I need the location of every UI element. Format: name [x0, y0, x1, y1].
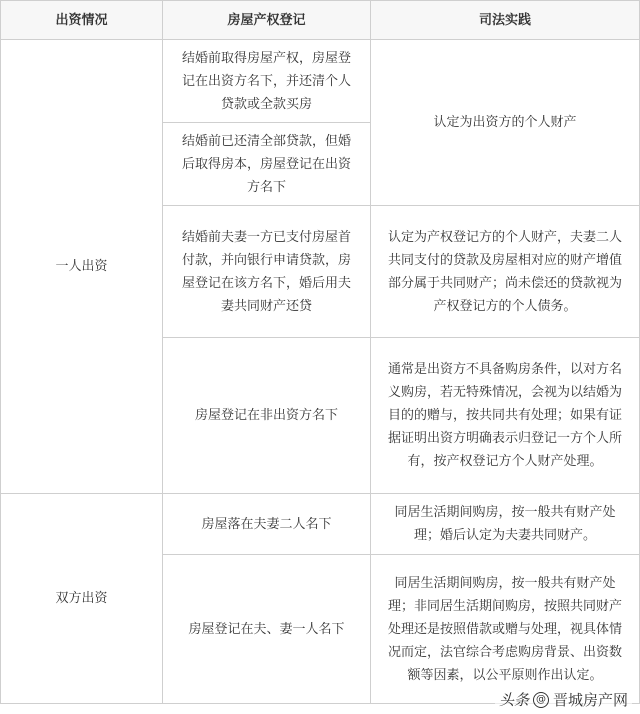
registration-cell: 房屋登记在夫、妻一人名下 — [163, 555, 371, 704]
practice-cell: 同居生活期间购房，按一般共有财产处理；婚后认定为夫妻共同财产。 — [371, 494, 640, 555]
funding-cell-both: 双方出资 — [1, 494, 163, 704]
watermark-account: 晋城房产网 — [552, 691, 628, 709]
watermark — [495, 687, 632, 712]
at-icon: @ — [533, 692, 549, 708]
table-header-row — [1, 1, 640, 40]
practice-cell: 认定为出资方的个人财产 — [371, 40, 640, 206]
header-practice: 司法实践 — [371, 1, 640, 40]
registration-cell: 结婚前取得房屋产权，房屋登记在出资方名下，并还清个人贷款或全款买房 — [163, 40, 371, 123]
registration-cell: 房屋落在夫妻二人名下 — [163, 494, 371, 555]
table-row — [1, 40, 640, 123]
practice-cell: 认定为产权登记方的个人财产，夫妻二人共同支付的贷款及房屋相对应的财产增值部分属于共同财产；尚未偿还的贷款视为产权登记方的个人债务。 — [371, 206, 640, 338]
watermark-brand: 头条 — [498, 691, 529, 709]
header-funding: 出资情况 — [1, 1, 163, 40]
registration-cell: 结婚前夫妻一方已支付房屋首付款，并向银行申请贷款，房屋登记在该方名下，婚后用夫妻共同财产还贷 — [163, 206, 371, 338]
header-registration: 房屋产权登记 — [163, 1, 371, 40]
table-row — [1, 494, 640, 555]
registration-cell: 房屋登记在非出资方名下 — [163, 338, 371, 494]
practice-cell: 通常是出资方不具备购房条件，以对方名义购房，若无特殊情况，会视为以结婚为目的的赠与，按共同共有处理；如果有证据证明出资方明确表示归登记一方个人所有，按产权登记方个人财产处理。 — [371, 338, 640, 494]
practice-cell: 同居生活期间购房，按一般共有财产处理；非同居生活期间购房，按照共同财产处理还是按照借款或赠与处理，视具体情况而定，法官综合考虑购房背景、出资数额等因素，以公平原则作出认定。 — [371, 555, 640, 704]
funding-cell-single: 一人出资 — [1, 40, 163, 494]
registration-cell: 结婚前已还清全部贷款，但婚后取得房本，房屋登记在出资方名下 — [163, 123, 371, 206]
